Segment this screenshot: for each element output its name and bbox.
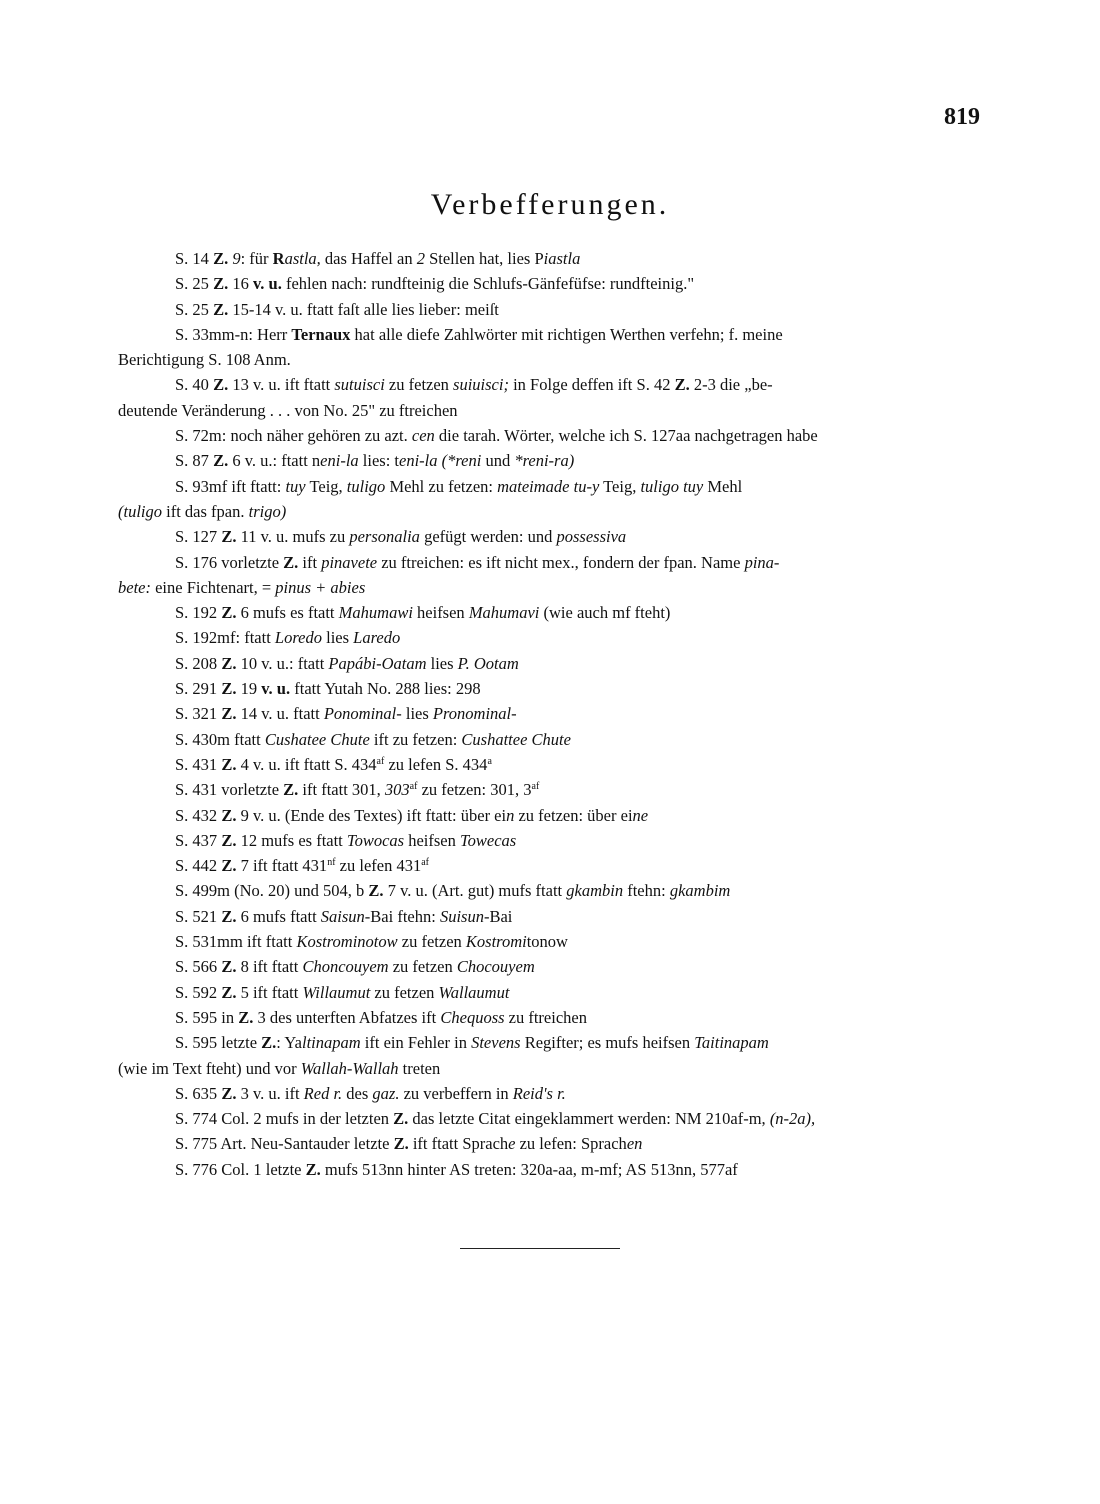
entry-line <box>175 1084 566 1103</box>
text-run: Laredo <box>353 628 401 648</box>
text-run: tuy <box>285 476 306 496</box>
text-run: S. 531mm ift ftatt <box>175 932 297 952</box>
entry-line <box>175 477 742 496</box>
correction-entry <box>118 524 980 549</box>
text-run: (n-2a), <box>769 1109 816 1129</box>
text-run: (wie im Text fteht) und vor <box>118 1058 301 1078</box>
text-run: gkambim <box>669 881 731 901</box>
correction-entry <box>118 448 980 473</box>
text-run: cen <box>411 426 435 446</box>
text-run: S. 774 Col. 2 mufs in der letzten <box>175 1109 394 1129</box>
text-run: S. 592 <box>175 982 222 1002</box>
entry-line <box>175 831 516 850</box>
text-run: P. Ootam <box>457 653 519 673</box>
text-run: 6 mufs es ftatt <box>236 603 339 623</box>
text-run: eine Fichtenart, = <box>150 577 276 597</box>
text-run: personalia <box>349 527 420 547</box>
text-run: Z. <box>393 1134 409 1154</box>
text-run: das letzte Citat eingeklammert werden: NM 210af-m, <box>408 1109 770 1129</box>
text-run: ne <box>632 805 649 825</box>
text-run: Z. <box>221 754 237 774</box>
correction-entry <box>118 474 980 525</box>
text-run: Z. <box>221 830 237 850</box>
entry-line <box>175 375 773 394</box>
text-run: Z. <box>221 982 237 1002</box>
text-run: Z. <box>213 451 229 471</box>
entry-line <box>175 806 648 825</box>
text-run: bete: <box>118 577 151 597</box>
entry-line <box>175 249 580 268</box>
text-run: : Ya <box>276 1033 302 1053</box>
text-run: zu fetzen <box>397 932 466 952</box>
text-run: eni-la (*reni <box>399 451 482 471</box>
text-run: S. 192mf: ftatt <box>175 628 275 648</box>
text-run: 9 <box>232 249 241 268</box>
correction-entry <box>118 701 980 726</box>
text-run: v. u. <box>261 679 291 699</box>
text-run: Kostrominotow <box>296 932 398 952</box>
text-run: Taitinapam <box>694 1033 769 1053</box>
text-run: S. 176 vorletzte <box>175 552 284 572</box>
text-run: in Folge deffen ift S. 42 <box>508 375 675 395</box>
text-run: die tarah. Wörter, welche ich S. 127aa nachgetragen habe <box>434 426 818 446</box>
text-run: S. 192 <box>175 603 222 623</box>
text-run: 12 mufs es ftatt <box>236 830 347 850</box>
text-run: Mehl zu fetzen: <box>385 476 498 496</box>
correction-entry <box>118 246 980 271</box>
text-run: pinavete <box>321 552 378 572</box>
text-run: S. 437 <box>175 830 222 850</box>
entry-line <box>175 1008 587 1027</box>
correction-entry <box>118 1081 980 1106</box>
text-run: zu ftreichen <box>504 1007 587 1027</box>
text-run: das Haffel an <box>320 249 417 268</box>
text-run: Regifter; es mufs heifsen <box>520 1033 695 1053</box>
text-run: Z. <box>221 906 237 926</box>
text-run: a <box>487 755 492 767</box>
text-run: tonow <box>526 932 568 952</box>
text-run: tuligo tuy <box>640 476 704 496</box>
correction-entry <box>118 550 980 601</box>
text-run: -Bai <box>483 906 513 926</box>
entry-continuation-line <box>118 499 980 524</box>
text-run: Towocas <box>346 830 405 850</box>
text-run: suiuisci; <box>453 375 509 395</box>
text-run: S. 776 Col. 1 letzte <box>175 1159 306 1179</box>
entry-line <box>175 451 574 470</box>
text-run: Mahumavi <box>468 603 540 623</box>
text-run: Z. <box>213 299 229 319</box>
entry-line <box>175 1134 642 1153</box>
text-run: n <box>506 805 515 825</box>
text-run: 8 ift ftatt <box>236 957 303 977</box>
page-title: Verbefferungen. <box>430 188 670 221</box>
text-run: 3 des unterften Abfatzes ift <box>253 1007 441 1027</box>
text-run: Choncouyem <box>302 957 389 977</box>
text-run: Papábi-Oatam <box>328 653 427 673</box>
text-run: ift <box>298 552 322 572</box>
correction-entry <box>118 727 980 752</box>
text-run: 19 <box>236 679 262 699</box>
text-run: *reni-ra) <box>514 451 575 471</box>
text-run: 11 v. u. mufs zu <box>236 527 350 547</box>
text-run: ltinapam <box>301 1033 361 1053</box>
text-run: Z. <box>393 1109 409 1129</box>
text-run: S. 431 vorletzte <box>175 780 284 800</box>
text-run: Red r. <box>303 1083 343 1103</box>
text-run: ift zu fetzen: <box>369 729 462 749</box>
text-run: hat alle diefe Zahlwörter mit richtigen Werthen verfehn; f. meine <box>350 324 783 344</box>
entry-line <box>175 957 535 976</box>
text-run: ift ftatt Sprach <box>408 1134 509 1154</box>
text-run: tuligo <box>346 476 386 496</box>
text-run: Ponominal- <box>323 704 402 724</box>
text-run: Kostromi <box>465 932 527 952</box>
text-run: 6 mufs ftatt <box>236 906 321 926</box>
text-run: 16 <box>232 274 253 294</box>
text-run: pina- <box>744 552 780 572</box>
text-run: af <box>421 857 429 869</box>
text-run: Z. <box>221 653 237 673</box>
correction-entry <box>118 423 980 448</box>
text-run: mufs 513nn hinter AS treten: 320a-aa, m-mf; AS 513nn, 577af <box>320 1159 738 1179</box>
text-run: S. 40 <box>175 375 214 395</box>
text-run: 303 <box>384 780 410 800</box>
text-run: lies <box>401 704 433 724</box>
text-run: Reid's r. <box>512 1083 566 1103</box>
text-run: zu ftreichen: es ift nicht mex., fondern der fpan. Name <box>377 552 745 572</box>
text-run: mateimade tu-y <box>497 476 600 496</box>
text-run: lies <box>321 628 354 648</box>
correction-entry <box>118 372 980 423</box>
text-run: S. 72m: noch näher gehören zu azt. <box>175 426 412 446</box>
text-run: S. 14 <box>175 249 214 268</box>
text-run: nf <box>327 857 336 869</box>
entry-line <box>175 679 481 698</box>
text-run: v. u. <box>252 274 282 294</box>
text-run: Z. <box>221 805 237 825</box>
text-run: und <box>481 451 515 471</box>
text-run: S. 93mf ift ftatt: <box>175 476 286 496</box>
text-run: Z. <box>213 249 233 268</box>
entry-line <box>175 1109 815 1128</box>
text-run: af <box>531 781 540 793</box>
text-run: S. 566 <box>175 957 222 977</box>
entry-line <box>175 325 783 344</box>
text-run: 4 v. u. ift ftatt S. 434 <box>236 754 377 774</box>
text-run: des <box>342 1083 373 1103</box>
text-run: af <box>409 781 418 793</box>
correction-entry <box>118 853 980 878</box>
text-run: gefügt werden: und <box>419 527 557 547</box>
text-run: 6 v. u.: ftatt n <box>228 451 321 471</box>
text-run: (wie auch mf fteht) <box>539 603 671 623</box>
text-run: Suisun <box>439 906 484 926</box>
text-run: zu lefen S. 434 <box>384 754 488 774</box>
text-run: Teig, <box>599 476 641 496</box>
entry-line <box>175 881 730 900</box>
text-run: zu lefen 431 <box>335 856 422 876</box>
text-run: Z. <box>221 704 237 724</box>
text-run: S. 291 <box>175 679 222 699</box>
entry-line <box>175 704 517 723</box>
text-run: 14 v. u. ftatt <box>236 704 324 724</box>
text-run: iastla <box>543 249 581 268</box>
text-run: sutuisci <box>334 375 385 395</box>
text-run: R <box>272 249 285 268</box>
text-run: ftehn: <box>623 881 670 901</box>
text-run: Z. <box>221 679 237 699</box>
entry-line <box>175 907 512 926</box>
correction-entry <box>118 828 980 853</box>
text-run: Wallah-Wallah <box>300 1058 399 1078</box>
correction-entry <box>118 803 980 828</box>
text-run: gkambin <box>566 881 624 901</box>
correction-entry <box>118 1106 980 1131</box>
text-run: pinus + abies <box>275 577 366 597</box>
entry-line <box>175 628 400 647</box>
text-run: zu fetzen: über ei <box>514 805 633 825</box>
text-run: 13 v. u. ift ftatt <box>228 375 335 395</box>
text-run: Berichtigung S. 108 Anm. <box>118 350 291 370</box>
text-run: S. 127 <box>175 527 222 547</box>
text-run: S. 208 <box>175 653 222 673</box>
text-run: Ternaux <box>291 324 351 344</box>
correction-entry <box>118 1030 980 1081</box>
text-run: gaz. <box>372 1083 400 1103</box>
correction-entry <box>118 752 980 777</box>
text-run: P <box>534 249 544 268</box>
text-run: e <box>508 1134 516 1154</box>
text-run: Stellen hat, lies <box>424 249 535 268</box>
correction-entry <box>118 954 980 979</box>
text-run: : für <box>240 249 273 268</box>
text-run: 10 v. u.: ftatt <box>236 653 329 673</box>
text-run: deutende Veränderung . . . von No. 25" zu ftreichen <box>118 400 458 420</box>
text-run: S. 25 <box>175 299 214 319</box>
text-run: Z. <box>213 375 229 395</box>
text-run: Saisun <box>320 906 365 926</box>
text-run: faſt alle <box>337 299 388 319</box>
text-run: Z. <box>368 881 384 901</box>
text-run: astla, <box>284 249 321 268</box>
correction-entry <box>118 904 980 929</box>
text-run: Teig, <box>305 476 347 496</box>
text-run: Stevens <box>471 1033 521 1053</box>
text-run: S. 33mm-n: Herr <box>175 324 292 344</box>
correction-entry <box>118 1131 980 1156</box>
text-run: 2 <box>416 249 425 268</box>
text-run: heifsen <box>404 830 460 850</box>
correction-entry <box>118 929 980 954</box>
correction-entry <box>118 600 980 625</box>
entry-line <box>175 300 499 319</box>
text-run: S. 430m ftatt <box>175 729 265 749</box>
text-run: Cushatee Chute <box>264 729 370 749</box>
text-run: trigo) <box>248 501 287 521</box>
text-run: S. 775 Art. Neu-Santauder letzte <box>175 1134 394 1154</box>
text-run: Z. <box>305 1159 321 1179</box>
entry-line <box>175 426 818 445</box>
entry-line <box>175 780 539 799</box>
text-run: 9 v. u. (Ende des Textes) ift ftatt: über ei <box>236 805 507 825</box>
entry-line <box>175 527 626 546</box>
correction-entry <box>118 322 980 373</box>
text-run: Chocouyem <box>456 957 535 977</box>
text-run: Z. <box>221 1083 237 1103</box>
text-run: meiſt <box>464 299 499 319</box>
text-run: 3 v. u. ift <box>236 1083 304 1103</box>
entry-line <box>175 983 509 1002</box>
text-run: S. 635 <box>175 1083 222 1103</box>
text-run: zu lefen: Sprach <box>515 1134 627 1154</box>
text-run: Z. <box>221 957 237 977</box>
text-run: zu fetzen <box>384 375 454 395</box>
correction-entry <box>118 1005 980 1030</box>
text-run: Z. <box>221 856 237 876</box>
text-run: S. 431 <box>175 754 222 774</box>
text-run: 2-3 die „be- <box>689 375 773 395</box>
correction-entry <box>118 297 980 322</box>
text-run: S. 321 <box>175 704 222 724</box>
entry-line <box>175 856 429 875</box>
text-run: Willaumut <box>302 982 371 1002</box>
entry-line <box>175 603 670 622</box>
correction-entry <box>118 980 980 1005</box>
text-run: S. 442 <box>175 856 222 876</box>
text-run: Cushattee Chute <box>461 729 571 749</box>
text-run: S. 595 in <box>175 1007 239 1027</box>
text-run: Z. <box>283 780 299 800</box>
text-run: en <box>626 1134 643 1154</box>
text-run: 7 v. u. (Art. gut) mufs ftatt <box>383 881 567 901</box>
text-run: S. 521 <box>175 906 222 926</box>
closing-rule <box>460 1248 620 1249</box>
page-number: 819 <box>944 104 980 130</box>
text-run: ftatt Yutah No. 288 lies: 298 <box>290 679 481 699</box>
text-run: S. 432 <box>175 805 222 825</box>
correction-entry <box>118 1157 980 1182</box>
text-run: Z. <box>261 1033 277 1053</box>
text-run: ift das fpan. <box>162 501 249 521</box>
text-run: 7 ift ftatt 431 <box>236 856 328 876</box>
text-run: Chequoss <box>440 1007 505 1027</box>
text-run: Loredo <box>274 628 322 648</box>
text-run: ift ftatt 301, <box>298 780 385 800</box>
entry-continuation-line <box>118 398 980 423</box>
text-run: S. 87 <box>175 451 214 471</box>
text-run: zu verbeffern in <box>399 1083 513 1103</box>
text-run: ift ein Fehler in <box>360 1033 472 1053</box>
entry-line <box>175 553 779 572</box>
correction-entry <box>118 625 980 650</box>
text-run: Z. <box>238 1007 254 1027</box>
text-run: S. 499m (No. 20) und 504, b <box>175 881 369 901</box>
entry-line <box>175 730 571 749</box>
entry-line <box>175 932 568 951</box>
text-run: Pronominal- <box>432 704 517 724</box>
correction-entry <box>118 271 980 296</box>
text-run: zu fetzen: 301, 3 <box>417 780 532 800</box>
entry-line <box>175 274 694 293</box>
entry-line <box>175 1033 769 1052</box>
correction-entry <box>118 878 980 903</box>
entry-continuation-line <box>118 1056 980 1081</box>
text-run: lies lieber: <box>387 299 465 319</box>
text-run: Z. <box>674 375 690 395</box>
text-run: Z. <box>221 603 237 623</box>
entry-line <box>175 755 492 774</box>
correction-entry <box>118 777 980 802</box>
text-run: zu fetzen <box>370 982 439 1002</box>
text-run: possessiva <box>556 527 627 547</box>
text-run: af <box>376 755 385 767</box>
entry-line <box>175 654 519 673</box>
text-run: Mahumawi <box>338 603 413 623</box>
text-run: Wallaumut <box>438 982 510 1002</box>
text-run: (tuligo <box>118 501 162 521</box>
entry-line <box>175 1160 738 1179</box>
entry-continuation-line <box>118 575 980 600</box>
text-run: 5 ift ftatt <box>236 982 303 1002</box>
correction-entry <box>118 651 980 676</box>
text-run: zu fetzen <box>388 957 457 977</box>
text-run: Towecas <box>459 830 517 850</box>
text-run: fehlen nach: rundfteinig die Schlufs-Gänfefüfse: rundfteinig." <box>281 274 695 294</box>
text-run: Z. <box>283 552 299 572</box>
text-run: heifsen <box>412 603 469 623</box>
text-run: treten <box>398 1058 441 1078</box>
text-run: lies <box>426 653 458 673</box>
text-run: lies: t <box>358 451 400 471</box>
text-run: eni-la <box>320 451 359 471</box>
text-run: S. 25 <box>175 274 214 294</box>
text-run: -Bai ftehn: <box>364 906 440 926</box>
text-run: 15-14 v. u. ftatt <box>228 299 338 319</box>
text-run: Z. <box>221 527 237 547</box>
text-run: S. 595 letzte <box>175 1033 262 1053</box>
text-run: Z. <box>213 274 233 294</box>
entry-continuation-line <box>118 347 980 372</box>
correction-entry <box>118 676 980 701</box>
corrections-list <box>118 246 980 1182</box>
text-run: Mehl <box>703 476 743 496</box>
